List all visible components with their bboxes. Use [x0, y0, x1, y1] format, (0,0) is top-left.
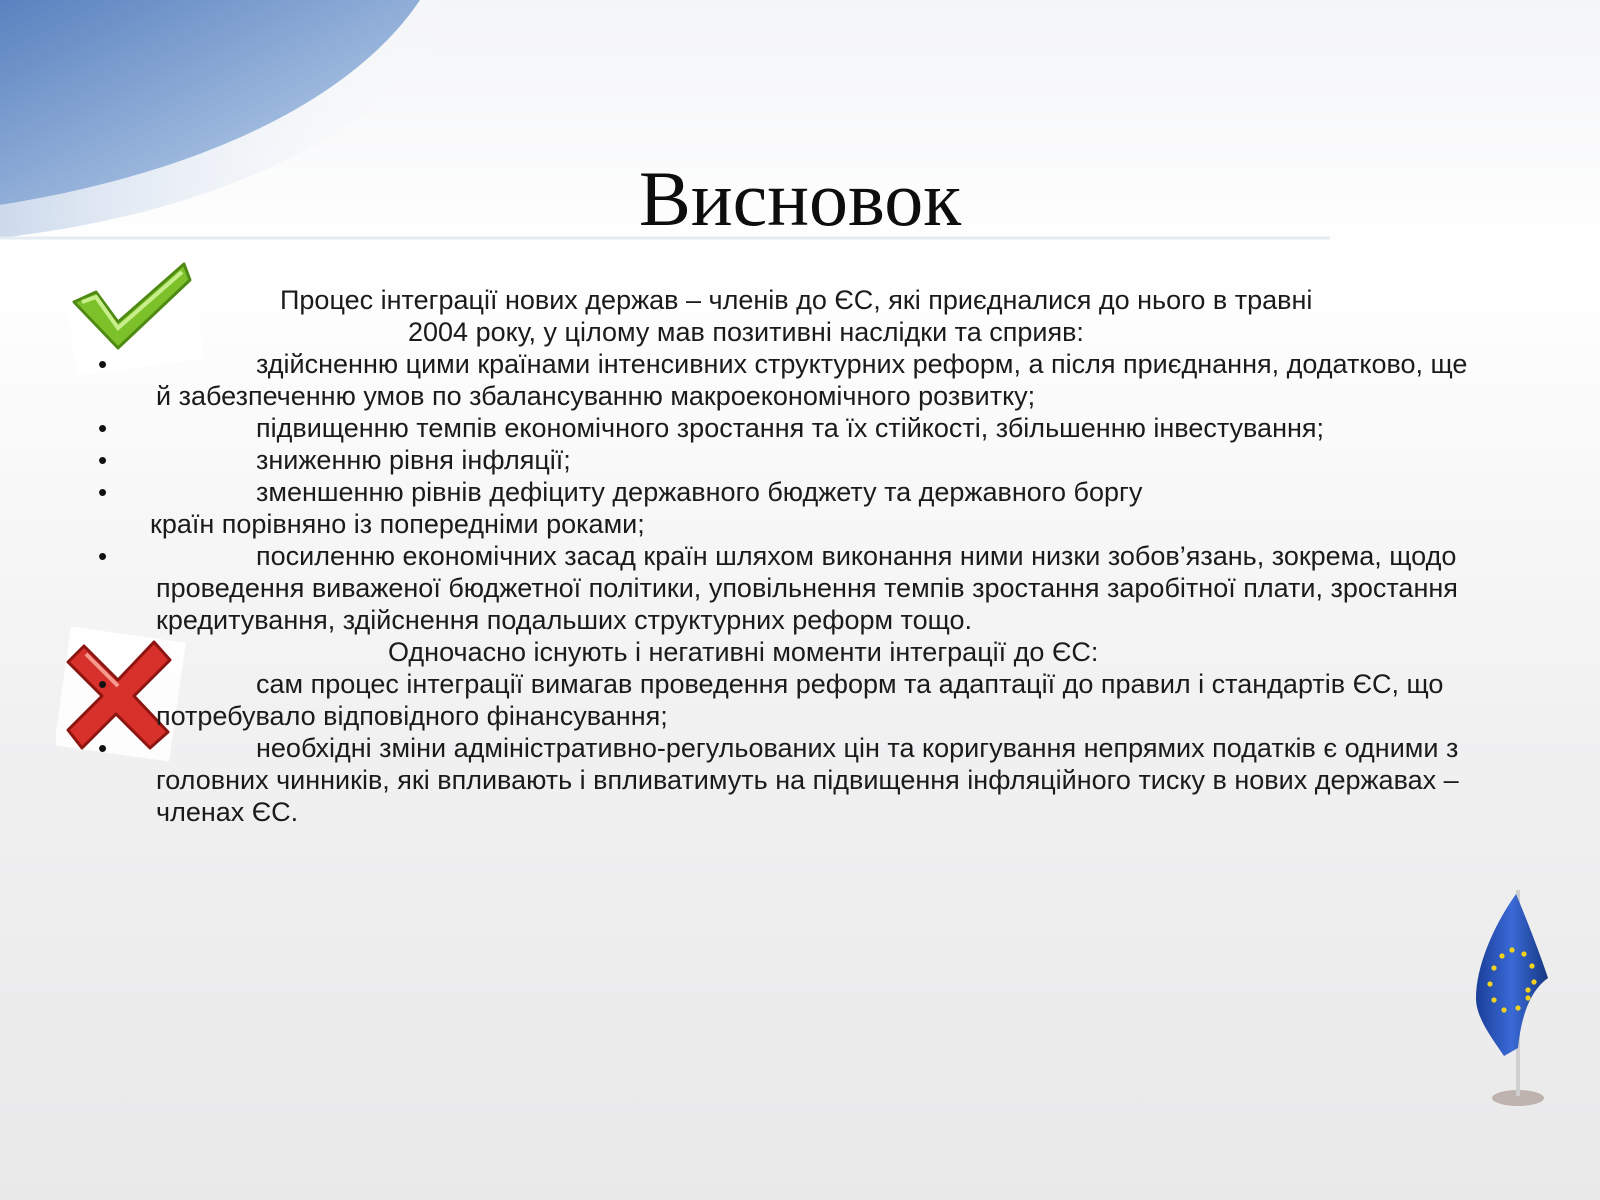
positive-item-continuation: країн порівняно із попередніми роками;: [150, 509, 645, 539]
positive-item: [0, 412, 1600, 444]
positive-item-text: підвищенню темпів економічного зростання та їх стійкості, збільшенню інвестування;: [256, 413, 1325, 443]
negative-item: [0, 732, 1600, 828]
slide-body: [0, 284, 1600, 828]
bullet-icon: •: [98, 669, 108, 699]
positive-item-text: посиленню економічних засад країн шляхом виконання ними низки зобов’язань, зокрема, щодо проведення виваженої бюджетної політики, уповільнення темпів зростання заробітної плати, зростання кредитування, здійснення подальших структурних реформ тощо.: [156, 541, 1458, 635]
positive-intro-line2: 2004 року, у цілому мав позитивні наслідки та сприяв:: [408, 317, 1084, 347]
positive-item: [0, 348, 1600, 412]
eu-flag-icon: [1462, 888, 1558, 1118]
positive-item: [0, 540, 1600, 636]
positive-item-text: здійсненню цими країнами інтенсивних структурних реформ, а після приєднання, додатково, ще й забезпеченню умов по збалансуванню макроекономічного розвитку;: [156, 349, 1468, 411]
negative-intro: Одночасно існують і негативні моменти інтеграції до ЄС:: [388, 637, 1099, 667]
bullet-icon: •: [98, 413, 108, 443]
positive-intro-line1: Процес інтеграції нових держав – членів до ЄС, які приєдналися до нього в травні: [280, 285, 1313, 315]
bullet-icon: •: [98, 733, 108, 763]
bullet-icon: •: [98, 445, 108, 475]
positive-item-text: зменшенню рівнів дефіциту державного бюджету та державного боргу: [256, 477, 1143, 507]
positive-item: [0, 444, 1600, 476]
negative-item-text: необхідні зміни адміністративно-регульованих цін та коригування непрямих податків є одними з головних чинників, які впливають і впливатимуть на підвищення інфляційного тиску в нових державах – членах ЄС.: [156, 733, 1459, 827]
positive-item-text: зниженню рівня інфляції;: [256, 445, 571, 475]
bullet-icon: •: [98, 349, 108, 379]
negative-item: [0, 668, 1600, 732]
bullet-icon: •: [98, 477, 108, 507]
bullet-icon: •: [98, 541, 108, 571]
positive-item: [0, 476, 1600, 508]
negative-item-text: сам процес інтеграції вимагав проведення реформ та адаптації до правил і стандартів ЄС, що потребувало відповідного фінансування;: [156, 669, 1444, 731]
slide-title: Висновок: [638, 155, 962, 242]
